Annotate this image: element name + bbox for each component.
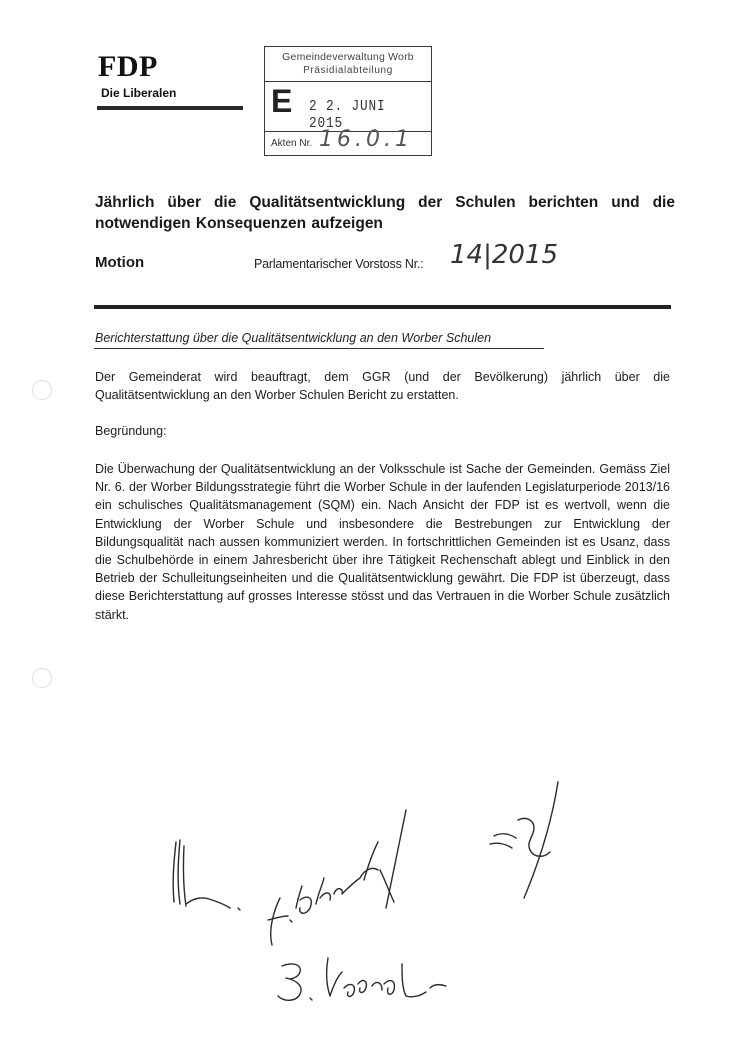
- signatures: [150, 770, 590, 1020]
- begruendung-paragraph: Die Überwachung der Qualitätsentwicklung an der Volksschule ist Sache der Gemeinden. Gemäss Ziel Nr. 6. der Worber Bildungsstrategie führt die Worber Schule in der laufenden Legislaturperiode 2013/16 ein schulisches Qualitätsmanagement (SQM) ein. Nach Ansicht der FDP ist es wertvoll, wenn die Entwicklung der Worber Schule und insbesondere die Bestrebungen zur Entwicklung der Bildungsqualität nach aussen kommuniziert werden. In fortschrittlichen Gemeinden ist es Usanz, dass die Schulbehörde in einem Jahresbericht über ihre Tätigkeit Rechenschaft ablegt und Einblick in den Betrieb der Schulleitungseinheiten und die Qualitätsentwicklung gewährt. Die FDP ist überzeugt, dass diese Berichterstattung auf grosses Interesse stösst und das Vertrauen in die Worber Schule zusätzlich stärkt.: [95, 462, 670, 622]
- punch-hole: [32, 668, 52, 688]
- stamp-divider: [265, 81, 431, 82]
- motion-subtitle: Berichterstattung über die Qualitätsentwicklung an den Worber Schulen: [95, 331, 492, 345]
- receipt-stamp: [264, 46, 432, 156]
- subtitle-underline: [94, 348, 544, 349]
- document-type: Motion: [95, 254, 145, 271]
- logo-underline: [97, 106, 243, 110]
- stamp-office: Gemeindeverwaltung Worb: [282, 51, 414, 63]
- punch-hole: [32, 380, 52, 400]
- header-rule: [94, 305, 671, 309]
- stamp-date: 2 2. JUNI 2015: [309, 98, 386, 132]
- signature-1: [173, 840, 240, 910]
- signature-2: [268, 810, 406, 945]
- logo-title: FDP: [98, 50, 158, 83]
- motion-request-paragraph: Der Gemeinderat wird beauftragt, dem GGR (und der Bevölkerung) jährlich über die Qualitätsentwicklung an den Worber Schulen Bericht zu erstatten.: [95, 370, 670, 403]
- stamp-letter: E: [271, 83, 293, 119]
- signature-4: [278, 958, 446, 1000]
- stamp-akten-number: 16.0.1: [319, 127, 413, 152]
- signature-3: [490, 782, 558, 898]
- vorstoss-number: 14|2015: [450, 240, 559, 270]
- document-title: Jährlich über die Qualitätsentwicklung der Schulen berichten und die notwendigen Konsequenzen aufzeigen: [95, 194, 675, 232]
- stamp-akten-label: Akten Nr.: [271, 138, 313, 149]
- stamp-department: Präsidialabteilung: [303, 65, 393, 76]
- logo-tagline: Die Liberalen: [101, 86, 177, 100]
- begruendung-label: Begründung:: [95, 424, 167, 438]
- vorstoss-label: Parlamentarischer Vorstoss Nr.:: [254, 257, 424, 271]
